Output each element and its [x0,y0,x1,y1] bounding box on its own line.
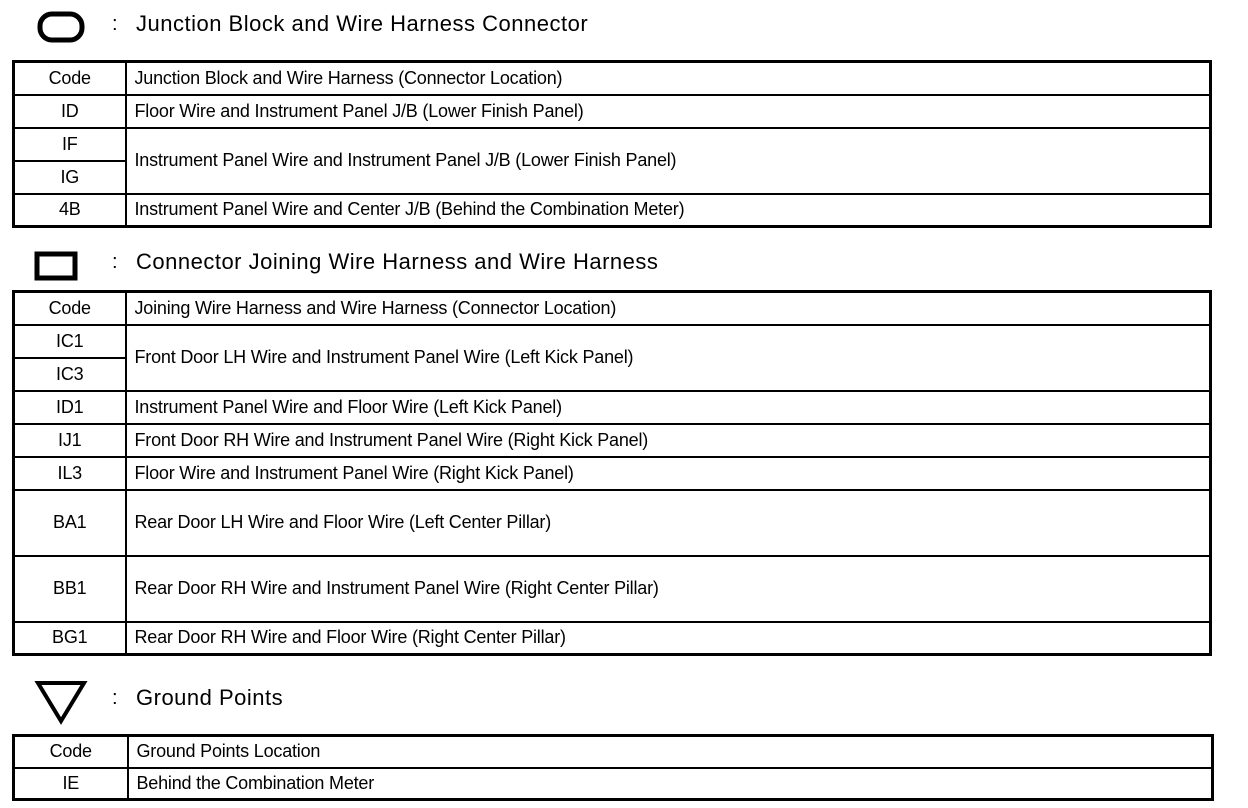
row-code: BG1 [14,622,126,655]
row-description: Instrument Panel Wire and Floor Wire (Left Kick Panel) [126,391,1211,424]
section-title: Connector Joining Wire Harness and Wire Harness [136,249,659,274]
section-ground-points-heading [0,678,1248,718]
row-code: IC3 [14,358,126,391]
section-colon: : [112,687,118,709]
header-code: Code [14,62,126,95]
table-row [14,95,1211,128]
section-colon: : [112,13,118,35]
table-row [14,391,1211,424]
row-code: IJ1 [14,424,126,457]
table-header-row [14,736,1213,768]
row-code: ID [14,95,126,128]
table-header-row [14,62,1211,95]
header-description: Ground Points Location [128,736,1213,768]
row-description: Front Door RH Wire and Instrument Panel Wire (Right Kick Panel) [126,424,1211,457]
table-row [14,457,1211,490]
row-code: 4B [14,194,126,227]
section-junction-block-heading [0,6,1248,46]
row-code: ID1 [14,391,126,424]
section-title: Ground Points [136,685,284,710]
row-description: Rear Door RH Wire and Instrument Panel Wire (Right Center Pillar) [126,556,1211,622]
row-description: Floor Wire and Instrument Panel Wire (Right Kick Panel) [126,457,1211,490]
row-description: Front Door LH Wire and Instrument Panel Wire (Left Kick Panel) [126,325,1211,391]
triangle-down-icon [34,678,90,726]
section-title: Junction Block and Wire Harness Connector [136,11,589,36]
row-code: IG [14,161,126,194]
rectangle-icon [33,248,79,282]
table-row [14,768,1213,800]
section-colon: : [112,251,118,273]
table-row [14,194,1211,227]
ground-points-table [12,734,1214,801]
row-description: Instrument Panel Wire and Center J/B (Behind the Combination Meter) [126,194,1211,227]
table-row [14,128,1211,161]
row-code: IL3 [14,457,126,490]
row-description: Rear Door RH Wire and Floor Wire (Right Center Pillar) [126,622,1211,655]
table-row [14,424,1211,457]
row-description: Floor Wire and Instrument Panel J/B (Lower Finish Panel) [126,95,1211,128]
section-connector-heading [0,244,1248,284]
row-description: Behind the Combination Meter [128,768,1213,800]
header-code: Code [14,292,126,325]
table-row [14,490,1211,556]
row-code: IF [14,128,126,161]
table-row [14,622,1211,655]
header-code: Code [14,736,128,768]
row-code: IC1 [14,325,126,358]
table-row [14,325,1211,358]
row-code: IE [14,768,128,800]
header-description: Junction Block and Wire Harness (Connector Location) [126,62,1211,95]
header-description: Joining Wire Harness and Wire Harness (Connector Location) [126,292,1211,325]
table-header-row [14,292,1211,325]
junction-block-table [12,60,1212,228]
row-description: Instrument Panel Wire and Instrument Panel J/B (Lower Finish Panel) [126,128,1211,194]
connector-table [12,290,1212,656]
row-code: BB1 [14,556,126,622]
row-description: Rear Door LH Wire and Floor Wire (Left Center Pillar) [126,490,1211,556]
row-code: BA1 [14,490,126,556]
rounded-rect-icon [36,10,86,44]
table-row [14,556,1211,622]
